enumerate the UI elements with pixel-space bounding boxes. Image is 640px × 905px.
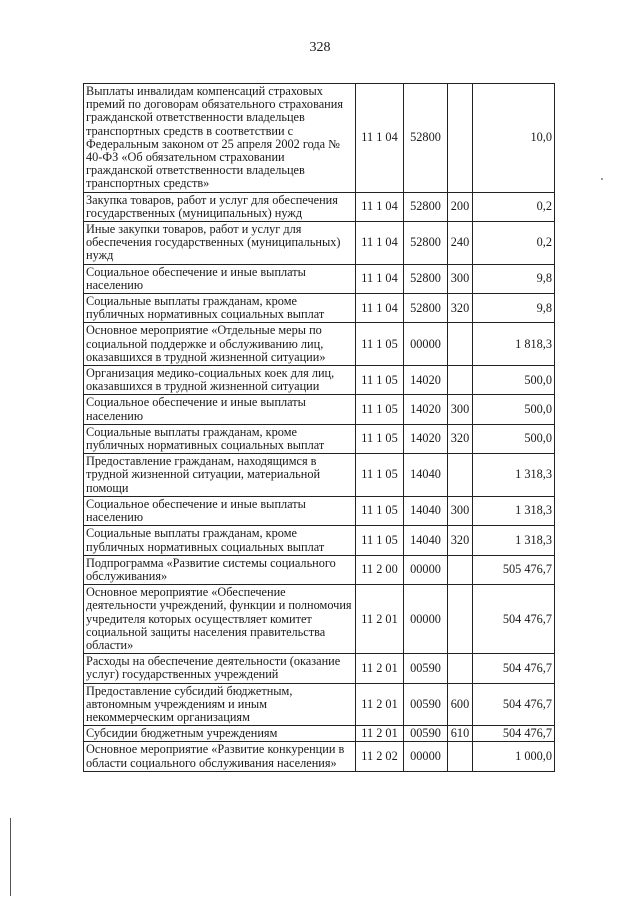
row-expense-type-cell bbox=[448, 742, 473, 771]
row-article-code-cell: 52800 bbox=[404, 264, 448, 293]
row-section-code-cell: 11 1 05 bbox=[356, 496, 404, 525]
row-section-code-cell: 11 1 05 bbox=[356, 366, 404, 395]
row-section-code-cell: 11 1 05 bbox=[356, 323, 404, 366]
row-article-code-cell: 14020 bbox=[404, 424, 448, 453]
row-expense-type-cell: 300 bbox=[448, 264, 473, 293]
row-amount-cell: 504 476,7 bbox=[473, 654, 555, 683]
row-expense-type-cell bbox=[448, 366, 473, 395]
row-name-cell: Социальные выплаты гражданам, кроме публичных нормативных социальных выплат bbox=[84, 424, 356, 453]
table-row bbox=[84, 454, 555, 497]
row-name-cell: Предоставление гражданам, находящимся в трудной жизненной ситуации, материальной помощи bbox=[84, 454, 356, 497]
table-row bbox=[84, 654, 555, 683]
row-expense-type-cell: 240 bbox=[448, 222, 473, 265]
row-amount-cell: 9,8 bbox=[473, 294, 555, 323]
table-row bbox=[84, 366, 555, 395]
row-expense-type-cell bbox=[448, 84, 473, 193]
row-amount-cell: 504 476,7 bbox=[473, 683, 555, 726]
row-article-code-cell: 00590 bbox=[404, 726, 448, 742]
table-row bbox=[84, 683, 555, 726]
row-name-cell: Субсидии бюджетным учреждениям bbox=[84, 726, 356, 742]
margin-scan-dot bbox=[601, 178, 603, 180]
row-expense-type-cell bbox=[448, 555, 473, 584]
row-section-code-cell: 11 2 01 bbox=[356, 585, 404, 654]
table-row bbox=[84, 84, 555, 193]
row-section-code-cell: 11 1 04 bbox=[356, 84, 404, 193]
row-article-code-cell: 52800 bbox=[404, 294, 448, 323]
row-amount-cell: 500,0 bbox=[473, 366, 555, 395]
row-amount-cell: 500,0 bbox=[473, 424, 555, 453]
row-expense-type-cell bbox=[448, 654, 473, 683]
row-expense-type-cell bbox=[448, 454, 473, 497]
row-section-code-cell: 11 2 00 bbox=[356, 555, 404, 584]
row-amount-cell: 10,0 bbox=[473, 84, 555, 193]
row-section-code-cell: 11 1 05 bbox=[356, 424, 404, 453]
row-expense-type-cell: 320 bbox=[448, 424, 473, 453]
row-article-code-cell: 00000 bbox=[404, 585, 448, 654]
table-row bbox=[84, 323, 555, 366]
row-article-code-cell: 14020 bbox=[404, 366, 448, 395]
row-amount-cell: 1 318,3 bbox=[473, 454, 555, 497]
row-expense-type-cell: 320 bbox=[448, 294, 473, 323]
row-name-cell: Закупка товаров, работ и услуг для обеспечения государственных (муниципальных) нужд bbox=[84, 192, 356, 221]
row-article-code-cell: 52800 bbox=[404, 222, 448, 265]
row-section-code-cell: 11 1 04 bbox=[356, 222, 404, 265]
row-section-code-cell: 11 2 02 bbox=[356, 742, 404, 771]
row-article-code-cell: 14020 bbox=[404, 395, 448, 424]
row-article-code-cell: 00590 bbox=[404, 654, 448, 683]
row-expense-type-cell: 600 bbox=[448, 683, 473, 726]
row-name-cell: Социальные выплаты гражданам, кроме публичных нормативных социальных выплат bbox=[84, 294, 356, 323]
table-row bbox=[84, 222, 555, 265]
row-expense-type-cell: 320 bbox=[448, 526, 473, 555]
row-article-code-cell: 14040 bbox=[404, 496, 448, 525]
row-name-cell: Расходы на обеспечение деятельности (оказание услуг) государственных учреждений bbox=[84, 654, 356, 683]
row-name-cell: Основное мероприятие «Обеспечение деятельности учреждений, функции и полномочия учредителя которых осуществляет комитет социальной защиты населения правительства области» bbox=[84, 585, 356, 654]
margin-scan-line bbox=[10, 818, 11, 896]
row-name-cell: Иные закупки товаров, работ и услуг для обеспечения государственных (муниципальных) нужд bbox=[84, 222, 356, 265]
row-section-code-cell: 11 2 01 bbox=[356, 654, 404, 683]
row-amount-cell: 1 318,3 bbox=[473, 526, 555, 555]
row-amount-cell: 0,2 bbox=[473, 222, 555, 265]
table-row bbox=[84, 526, 555, 555]
row-name-cell: Социальное обеспечение и иные выплаты населению bbox=[84, 264, 356, 293]
row-amount-cell: 504 476,7 bbox=[473, 585, 555, 654]
row-expense-type-cell bbox=[448, 323, 473, 366]
row-section-code-cell: 11 1 04 bbox=[356, 192, 404, 221]
table-row bbox=[84, 585, 555, 654]
row-amount-cell: 504 476,7 bbox=[473, 726, 555, 742]
row-section-code-cell: 11 2 01 bbox=[356, 726, 404, 742]
row-name-cell: Основное мероприятие «Развитие конкуренции в области социального обслуживания населения» bbox=[84, 742, 356, 771]
row-name-cell: Подпрограмма «Развитие системы социального обслуживания» bbox=[84, 555, 356, 584]
row-article-code-cell: 00000 bbox=[404, 555, 448, 584]
row-article-code-cell: 00000 bbox=[404, 323, 448, 366]
row-section-code-cell: 11 1 05 bbox=[356, 395, 404, 424]
row-amount-cell: 505 476,7 bbox=[473, 555, 555, 584]
table-row bbox=[84, 496, 555, 525]
row-name-cell: Предоставление субсидий бюджетным, автономным учреждениям и иным некоммерческим организациям bbox=[84, 683, 356, 726]
row-article-code-cell: 14040 bbox=[404, 526, 448, 555]
row-name-cell: Социальное обеспечение и иные выплаты населению bbox=[84, 395, 356, 424]
row-amount-cell: 1 000,0 bbox=[473, 742, 555, 771]
row-expense-type-cell bbox=[448, 585, 473, 654]
table-row bbox=[84, 395, 555, 424]
table-row bbox=[84, 192, 555, 221]
row-amount-cell: 500,0 bbox=[473, 395, 555, 424]
row-article-code-cell: 52800 bbox=[404, 84, 448, 193]
row-amount-cell: 1 818,3 bbox=[473, 323, 555, 366]
table-row bbox=[84, 424, 555, 453]
row-section-code-cell: 11 1 05 bbox=[356, 526, 404, 555]
budget-table bbox=[83, 83, 555, 772]
row-section-code-cell: 11 1 04 bbox=[356, 294, 404, 323]
table-row bbox=[84, 294, 555, 323]
row-name-cell: Основное мероприятие «Отдельные меры по социальной поддержке и обслуживанию лиц, оказавшихся в трудной жизненной ситуации» bbox=[84, 323, 356, 366]
page-number: 328 bbox=[309, 40, 331, 55]
row-expense-type-cell: 300 bbox=[448, 395, 473, 424]
row-amount-cell: 9,8 bbox=[473, 264, 555, 293]
table-row bbox=[84, 555, 555, 584]
row-amount-cell: 1 318,3 bbox=[473, 496, 555, 525]
row-article-code-cell: 00590 bbox=[404, 683, 448, 726]
row-expense-type-cell: 300 bbox=[448, 496, 473, 525]
row-section-code-cell: 11 1 05 bbox=[356, 454, 404, 497]
row-article-code-cell: 14040 bbox=[404, 454, 448, 497]
row-amount-cell: 0,2 bbox=[473, 192, 555, 221]
row-article-code-cell: 52800 bbox=[404, 192, 448, 221]
row-expense-type-cell: 610 bbox=[448, 726, 473, 742]
table-row bbox=[84, 742, 555, 771]
row-section-code-cell: 11 2 01 bbox=[356, 683, 404, 726]
table-row bbox=[84, 726, 555, 742]
row-expense-type-cell: 200 bbox=[448, 192, 473, 221]
row-name-cell: Выплаты инвалидам компенсаций страховых премий по договорам обязательного страхования гражданской ответственности владельцев транспортных средств в соответствии с Федеральным законом от 25 апреля 2002 года № 40-ФЗ «Об обязательном страховании гражданской ответственности владельцев транспортных средств» bbox=[84, 84, 356, 193]
row-name-cell: Социальные выплаты гражданам, кроме публичных нормативных социальных выплат bbox=[84, 526, 356, 555]
row-section-code-cell: 11 1 04 bbox=[356, 264, 404, 293]
table-row bbox=[84, 264, 555, 293]
row-name-cell: Организация медико-социальных коек для лиц, оказавшихся в трудной жизненной ситуации bbox=[84, 366, 356, 395]
row-name-cell: Социальное обеспечение и иные выплаты населению bbox=[84, 496, 356, 525]
row-article-code-cell: 00000 bbox=[404, 742, 448, 771]
